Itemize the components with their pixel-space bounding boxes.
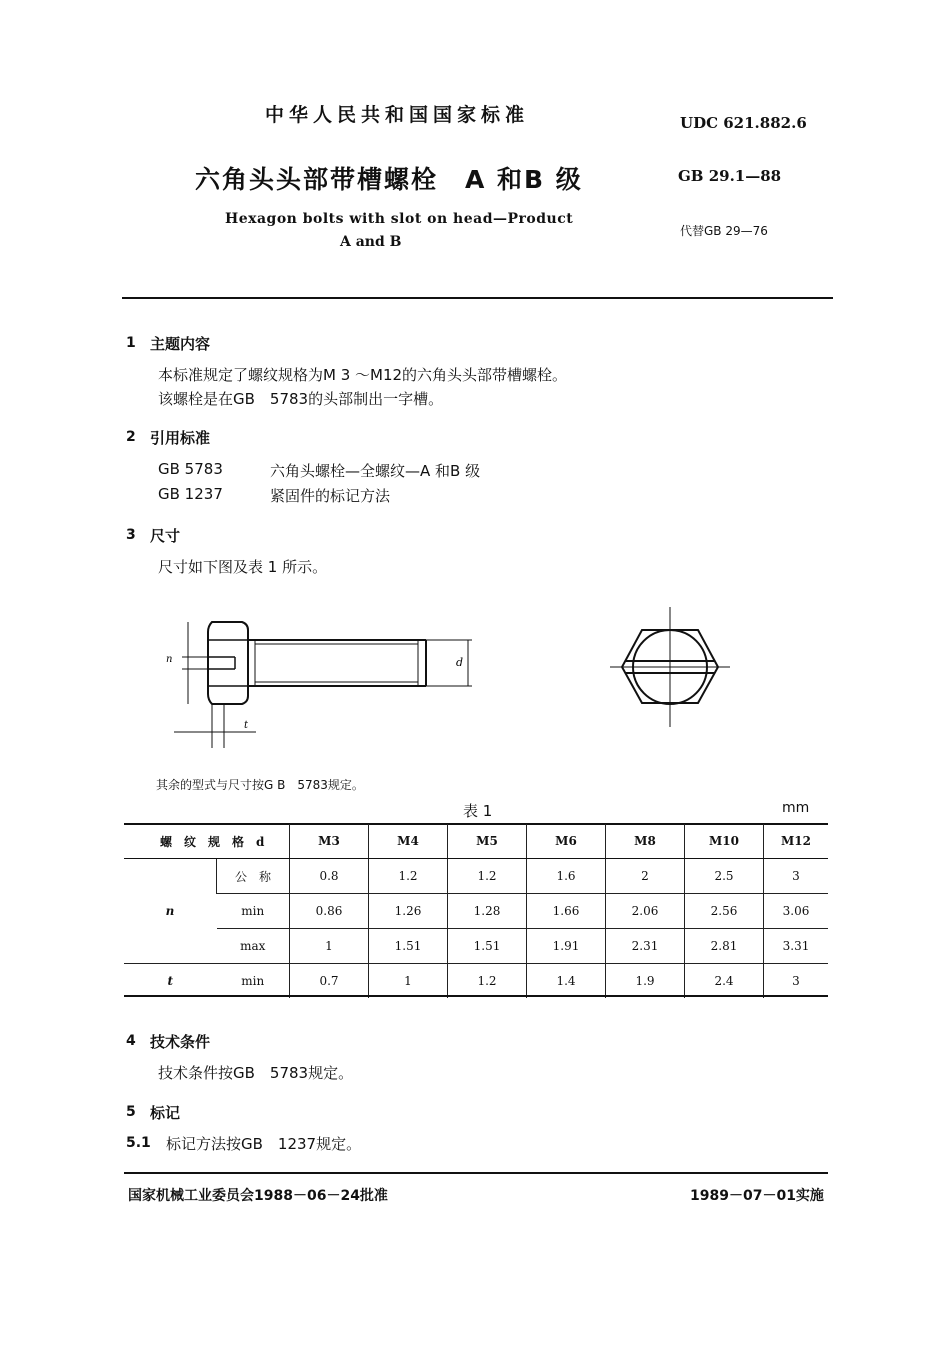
table-cell: 2.31 — [606, 929, 685, 964]
bolt-top-view-drawing — [610, 605, 730, 730]
replaces-standard: 代替GB 29—76 — [680, 224, 768, 238]
table-cell: 1 — [369, 964, 448, 999]
section-3-paragraph: 尺寸如下图及表 1 所示。 — [158, 558, 328, 576]
table-unit: mm — [782, 800, 810, 816]
table-cell: 1 — [290, 929, 369, 964]
table-cell: 2.81 — [685, 929, 764, 964]
table-header-row — [124, 824, 828, 859]
row-group-t: t — [124, 964, 217, 999]
row-label: min — [217, 894, 290, 929]
reference-2-code: GB 1237 — [158, 485, 223, 503]
table-cell: 1.4 — [527, 964, 606, 999]
table-row — [124, 859, 828, 894]
table-cell: 2.4 — [685, 964, 764, 999]
section-4-paragraph: 技术条件按GB 5783规定。 — [158, 1064, 354, 1082]
section-2-number: 2 — [126, 429, 136, 445]
column-header: M10 — [685, 824, 764, 859]
table-cell: 1.51 — [369, 929, 448, 964]
effective-date: 1989－07－01实施 — [690, 1188, 824, 1204]
reference-2-title: 紧固件的标记方法 — [270, 487, 391, 505]
gb-number: GB 29.1—88 — [678, 167, 782, 185]
section-5-1-number: 5.1 — [126, 1135, 151, 1151]
table-cell: 1.91 — [527, 929, 606, 964]
title-english-line2: A and B — [340, 234, 402, 250]
dimension-label-n: n — [166, 654, 173, 665]
column-header: M6 — [527, 824, 606, 859]
column-header: M3 — [290, 824, 369, 859]
table-cell: 2 — [606, 859, 685, 894]
section-3-title: 尺寸 — [150, 527, 181, 545]
table-cell: 3.06 — [764, 894, 829, 929]
table-cell: 1.51 — [448, 929, 527, 964]
table-cell: 1.28 — [448, 894, 527, 929]
table-cell: 3 — [764, 964, 829, 999]
section-5-title: 标记 — [150, 1104, 181, 1122]
table-cell: 0.86 — [290, 894, 369, 929]
table-cell: 0.7 — [290, 964, 369, 999]
table-cell: 2.06 — [606, 894, 685, 929]
table-cell: 1.2 — [369, 859, 448, 894]
approval-date: 国家机械工业委员会1988－06－24批准 — [128, 1188, 388, 1204]
table-cell: 1.2 — [448, 964, 527, 999]
dimension-table — [124, 824, 828, 998]
reference-1-title: 六角头螺栓—全螺纹—A 和B 级 — [270, 462, 481, 480]
table-cell: 3.31 — [764, 929, 829, 964]
section-1-number: 1 — [126, 335, 136, 351]
header-divider — [122, 297, 833, 299]
national-standard-heading: 中华人民共和国国家标准 — [265, 104, 530, 126]
dimension-label-d: d — [456, 656, 464, 669]
table-row — [124, 929, 828, 964]
table-bottom-rule — [124, 995, 828, 997]
table-caption: 表 1 — [463, 802, 493, 820]
row-group-n: n — [165, 904, 175, 918]
row-label: max — [217, 929, 290, 964]
section-5-number: 5 — [126, 1104, 136, 1120]
table-cell: 1.6 — [527, 859, 606, 894]
table-cell: 3 — [764, 859, 829, 894]
column-header: M4 — [369, 824, 448, 859]
reference-1-code: GB 5783 — [158, 460, 223, 478]
table-row — [124, 964, 828, 999]
table-cell: 1.66 — [527, 894, 606, 929]
column-header: M8 — [606, 824, 685, 859]
row-label: 公 称 — [217, 859, 290, 894]
table-cell: 1.9 — [606, 964, 685, 999]
section-1-paragraph-2: 该螺栓是在GB 5783的头部制出一字槽。 — [158, 390, 444, 408]
section-1-title: 主题内容 — [150, 335, 211, 353]
table-cell: 1.26 — [369, 894, 448, 929]
section-3-number: 3 — [126, 527, 136, 543]
column-header: M5 — [448, 824, 527, 859]
footer-divider — [124, 1172, 828, 1174]
dimension-label-t: t — [244, 720, 249, 731]
udc-code: UDC 621.882.6 — [680, 114, 807, 132]
section-5-1-paragraph: 标记方法按GB 1237规定。 — [166, 1135, 362, 1153]
section-4-title: 技术条件 — [150, 1033, 211, 1051]
section-4-number: 4 — [126, 1033, 136, 1049]
figure-note: 其余的型式与尺寸按G B 5783规定。 — [156, 778, 364, 792]
table-cell: 2.56 — [685, 894, 764, 929]
column-header: M12 — [764, 824, 829, 859]
row-label: min — [217, 964, 290, 999]
table-cell: 0.8 — [290, 859, 369, 894]
title-chinese: 六角头头部带槽螺栓 A 和B 级 — [195, 165, 583, 194]
bolt-side-view-drawing — [160, 610, 490, 750]
section-2-title: 引用标准 — [150, 429, 211, 447]
table-cell: 2.5 — [685, 859, 764, 894]
header-label: 螺 纹 规 格 d — [124, 824, 290, 859]
title-english-line1: Hexagon bolts with slot on head—Product — [225, 211, 574, 227]
table-row — [124, 894, 828, 929]
section-1-paragraph-1: 本标准规定了螺纹规格为M 3 ～M12的六角头头部带槽螺栓。 — [158, 366, 568, 384]
table-cell: 1.2 — [448, 859, 527, 894]
